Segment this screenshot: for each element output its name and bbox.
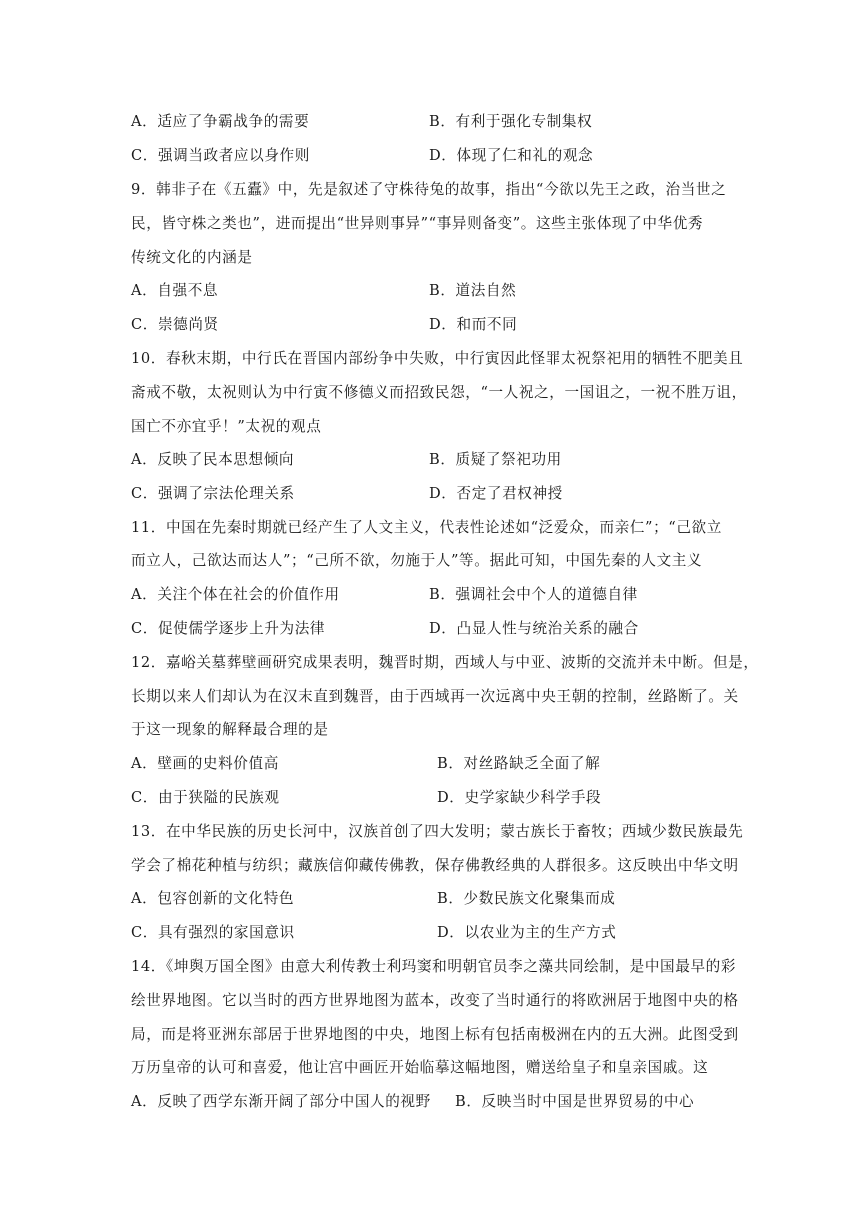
q10-option-c: C．强调了宗法伦理关系 bbox=[131, 485, 295, 502]
q9-stem-line-1: 9．韩非子在《五蠹》中，先是叙述了守株待兔的故事，指出“今欲以先王之政，治当世之 bbox=[131, 181, 727, 198]
q8-option-a: A．适应了争霸战争的需要 bbox=[131, 113, 310, 130]
q11-option-a: A．关注个体在社会的价值作用 bbox=[131, 586, 340, 603]
q9-option-d: D．和而不同 bbox=[429, 316, 518, 333]
q13-stem-line-1: 13．在中华民族的历史长河中，汉族首创了四大发明；蒙古族长于畜牧；西域少数民族最先 bbox=[131, 823, 744, 840]
q12-option-b: B．对丝路缺乏全面了解 bbox=[437, 755, 601, 772]
q14-option-b: B．反映当时中国是世界贸易的中心 bbox=[455, 1093, 695, 1110]
q10-option-a: A．反映了民本思想倾向 bbox=[131, 451, 295, 468]
q12-option-c: C．由于狭隘的民族观 bbox=[131, 789, 280, 806]
q12-stem-line-3: 于这一现象的解释最合理的是 bbox=[131, 721, 329, 738]
q8-option-d: D．体现了仁和礼的观念 bbox=[429, 147, 594, 164]
q13-stem-line-2: 学会了棉花种植与纺织；藏族信仰藏传佛教，保存佛教经典的人群很多。这反映出中华文明 bbox=[131, 857, 739, 874]
q13-option-b: B．少数民族文化聚集而成 bbox=[437, 890, 616, 907]
q8-option-c: C．强调当政者应以身作则 bbox=[131, 147, 310, 164]
q10-stem-line-1: 10．春秋末期，中行氏在晋国内部纷争中失败，中行寅因此怪罪太祝祭祀用的牺牲不肥美且 bbox=[131, 350, 744, 367]
q12-option-d: D．史学家缺少科学手段 bbox=[437, 789, 602, 806]
q11-option-c: C．促使儒学逐步上升为法律 bbox=[131, 620, 326, 637]
q8-option-b: B．有利于强化专制集权 bbox=[429, 113, 593, 130]
q14-stem-line-3: 局，而是将亚洲东部居于世界地图的中央，地图上标有包括南极洲在内的五大洲。此图受到 bbox=[131, 1026, 739, 1043]
q9-option-c: C．崇德尚贤 bbox=[131, 316, 219, 333]
q14-stem-line-1: 14．《坤舆万国全图》由意大利传教士利玛窦和明朝官员李之藻共同绘制，是中国最早的彩 bbox=[131, 958, 737, 975]
q11-option-b: B．强调社会中个人的道德自律 bbox=[429, 586, 638, 603]
q10-stem-line-3: 国亡不亦宜乎！”太祝的观点 bbox=[131, 418, 322, 435]
q10-stem-line-2: 斋戒不敬，太祝则认为中行寅不修德义而招致民怨，“一人祝之，一国诅之，一祝不胜万诅， bbox=[131, 384, 747, 401]
q9-option-b: B．道法自然 bbox=[429, 282, 517, 299]
q14-stem-line-2: 绘世界地图。它以当时的西方世界地图为蓝本，改变了当时通行的将欧洲居于地图中央的格 bbox=[131, 992, 739, 1009]
q14-option-a: A．反映了西学东渐开阔了部分中国人的视野 bbox=[131, 1093, 431, 1110]
q11-stem-line-2: 而立人，己欲达而达人”；“己所不欲，勿施于人”等。据此可知，中国先秦的人文主义 bbox=[131, 552, 703, 569]
q12-option-a: A．壁画的史料价值高 bbox=[131, 755, 279, 772]
q11-stem-line-1: 11．中国在先秦时期就已经产生了人文主义，代表性论述如“泛爱众，而亲仁”；“己欲立 bbox=[131, 519, 722, 536]
q13-option-c: C．具有强烈的家国意识 bbox=[131, 924, 295, 941]
q9-stem-line-3: 传统文化的内涵是 bbox=[131, 249, 253, 266]
q13-option-d: D．以农业为主的生产方式 bbox=[437, 924, 617, 941]
q9-option-a: A．自强不息 bbox=[131, 282, 219, 299]
q10-option-b: B．质疑了祭祀功用 bbox=[429, 451, 562, 468]
q10-option-d: D．否定了君权神授 bbox=[429, 485, 563, 502]
q9-stem-line-2: 民，皆守株之类也”，进而提出“世异则事异”“事异则备变”。这些主张体现了中华优秀 bbox=[131, 215, 704, 232]
q13-option-a: A．包容创新的文化特色 bbox=[131, 890, 295, 907]
q11-option-d: D．凸显人性与统治关系的融合 bbox=[429, 620, 639, 637]
q12-stem-line-2: 长期以来人们却认为在汉末直到魏晋，由于西域再一次远离中央王朝的控制，丝路断了。关 bbox=[131, 688, 739, 705]
q14-stem-line-4: 万历皇帝的认可和喜爱，他让宫中画匠开始临摹这幅地图，赠送给皇子和皇亲国戚。这 bbox=[131, 1059, 709, 1076]
q12-stem-line-1: 12．嘉峪关墓葬壁画研究成果表明，魏晋时期，西域人与中亚、波斯的交流并未中断。但是， bbox=[131, 654, 759, 671]
